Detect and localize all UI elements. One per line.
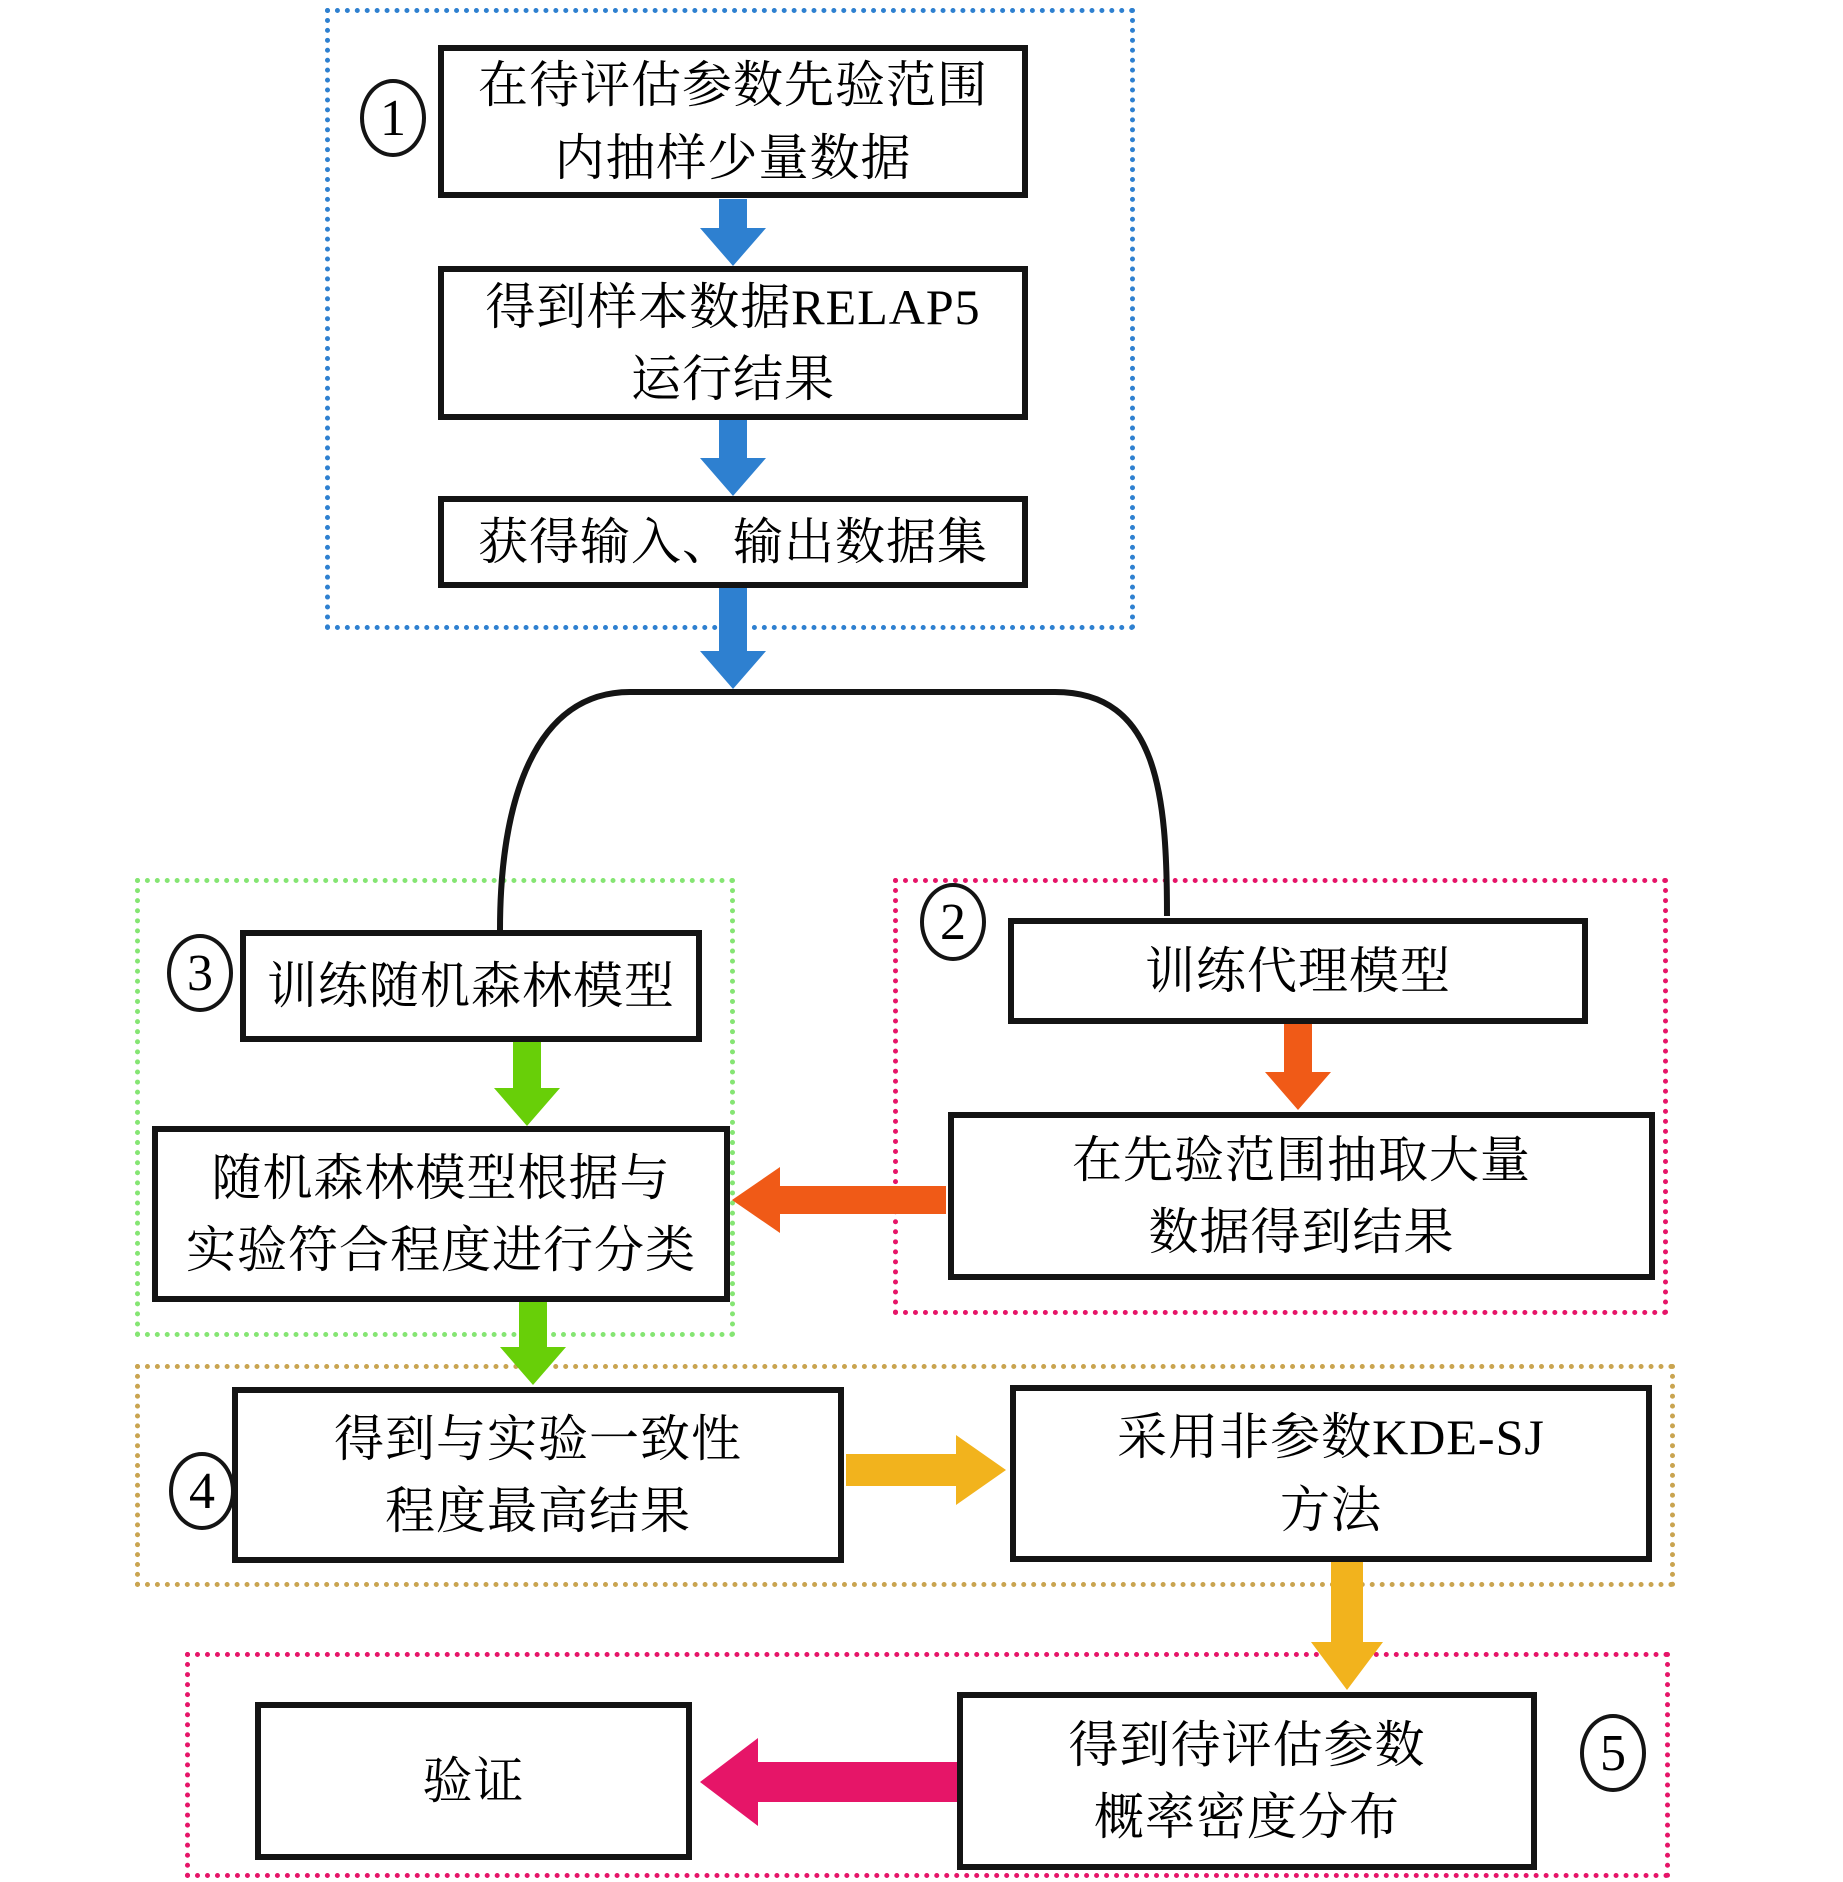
node-best-match [232, 1387, 844, 1563]
arrow-down-sampling-to-relap-icon [700, 199, 766, 266]
node-relap-results-line1: 得到样本数据RELAP5 [485, 278, 981, 335]
node-pdf-result-line1: 得到待评估参数 [1068, 1716, 1426, 1773]
step5-number-badge: 5 [1580, 1714, 1646, 1792]
arrow-down-surrogate-train-icon [1265, 1024, 1331, 1110]
node-prior-sampling [438, 45, 1028, 198]
node-train-forest [240, 930, 702, 1042]
step2-number-badge: 2 [920, 883, 986, 961]
node-prior-sampling-line1: 在待评估参数先验范围 [478, 57, 988, 113]
node-pdf-result [957, 1692, 1537, 1870]
arrow-down-forest-train-icon [494, 1042, 560, 1126]
arrow-left-pdf-to-validate-icon [700, 1738, 957, 1826]
step1-number-badge: 1 [360, 79, 426, 157]
node-forest-classify [152, 1126, 730, 1302]
step3-number-badge: 3 [167, 934, 233, 1012]
node-train-surrogate-line1: 训练代理模型 [1145, 942, 1451, 999]
node-bulk-sampling-line2: 数据得到结果 [1148, 1204, 1455, 1260]
node-relap-results-line2: 运行结果 [631, 351, 835, 407]
node-kde-method-line2: 方法 [1280, 1481, 1382, 1538]
node-io-dataset [438, 496, 1028, 588]
node-kde-method [1010, 1385, 1652, 1562]
node-train-surrogate [1008, 918, 1588, 1024]
node-kde-method-line1: 采用非参数KDE-SJ [1117, 1409, 1545, 1465]
node-forest-classify-line1: 随机森林模型根据与 [211, 1149, 671, 1206]
arrow-down-relap-to-dataset-icon [700, 420, 766, 496]
node-prior-sampling-line2: 内抽样少量数据 [554, 129, 912, 186]
node-train-forest-line1: 训练随机森林模型 [267, 957, 675, 1014]
node-validation-line1: 验证 [422, 1752, 525, 1809]
arrow-right-best-to-kde-icon [846, 1435, 1006, 1505]
node-relap-results [438, 266, 1028, 420]
arrow-left-surrogate-to-forest-icon [732, 1167, 946, 1233]
node-best-match-line2: 程度最高结果 [385, 1483, 691, 1539]
arrow-down-kde-to-pdf-icon [1311, 1562, 1383, 1690]
arrow-down-dataset-to-split-icon [700, 588, 766, 689]
node-bulk-sampling-line1: 在先验范围抽取大量 [1072, 1131, 1531, 1188]
node-io-dataset-line1: 获得输入、输出数据集 [478, 513, 988, 570]
node-validation [255, 1702, 692, 1860]
arrow-down-forest-classify-icon [500, 1302, 566, 1385]
node-forest-classify-line2: 实验符合程度进行分类 [186, 1222, 696, 1278]
node-pdf-result-line2: 概率密度分布 [1094, 1789, 1400, 1845]
split-connector-line [500, 692, 1167, 930]
step4-number-badge: 4 [169, 1452, 235, 1530]
node-best-match-line1: 得到与实验一致性 [334, 1410, 742, 1467]
node-bulk-sampling [948, 1112, 1655, 1280]
